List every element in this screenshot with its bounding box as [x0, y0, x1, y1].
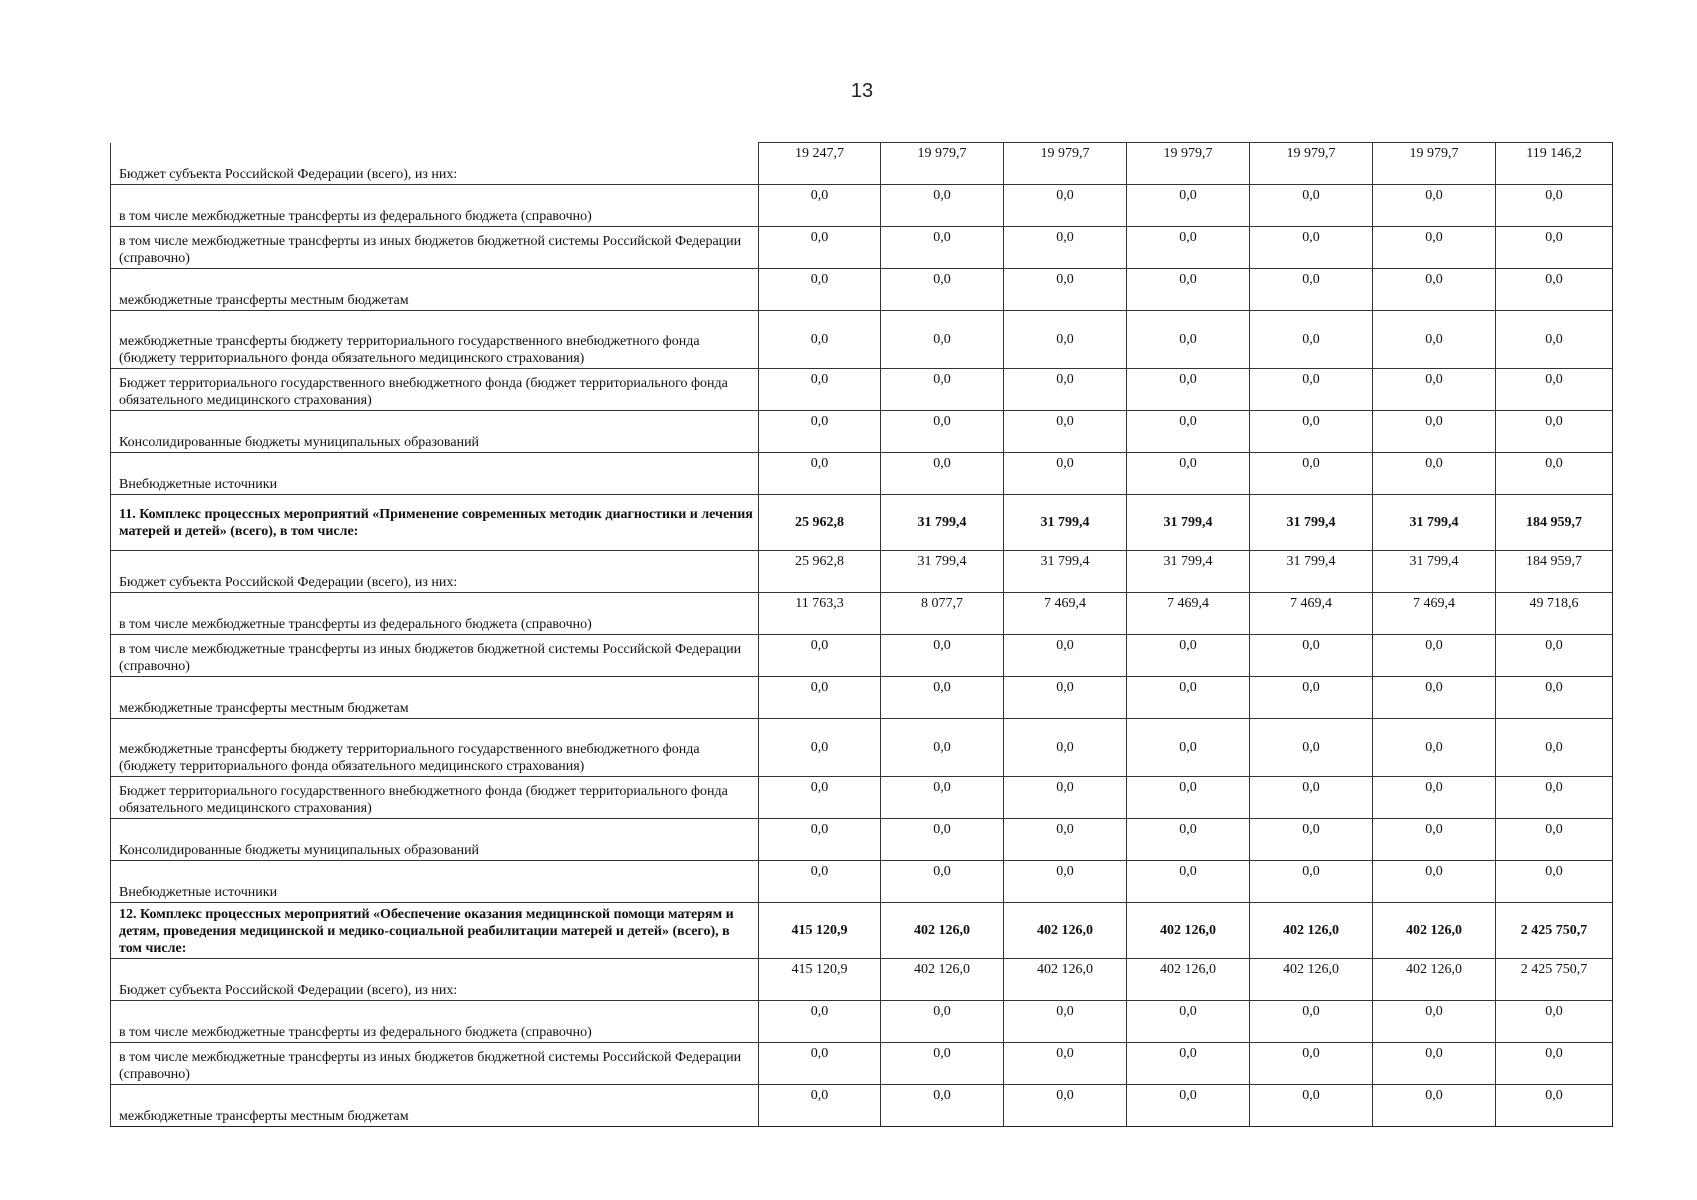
value-cell: 0,0 [1004, 227, 1127, 269]
table-row [111, 819, 1613, 861]
value-cell: 0,0 [1250, 269, 1373, 311]
value-cell: 0,0 [1004, 269, 1127, 311]
section-row [111, 903, 1613, 959]
value-cell: 0,0 [1250, 1043, 1373, 1085]
value-cell: 0,0 [1373, 185, 1496, 227]
value-cell: 0,0 [1250, 311, 1373, 369]
total-cell: 0,0 [1496, 269, 1613, 311]
total-cell: 0,0 [1496, 861, 1613, 903]
value-cell: 0,0 [881, 227, 1004, 269]
value-cell: 7 469,4 [1373, 593, 1496, 635]
value-cell: 0,0 [881, 1085, 1004, 1127]
row-label: межбюджетные трансферты бюджету территориального государственного внебюджетного фонда (бюджету территориального фонда обязательного медицинского страхования) [111, 719, 759, 777]
value-cell: 0,0 [759, 777, 881, 819]
value-cell: 0,0 [1373, 819, 1496, 861]
total-cell: 0,0 [1496, 677, 1613, 719]
value-cell: 25 962,8 [759, 495, 881, 551]
value-cell: 0,0 [1004, 819, 1127, 861]
total-cell: 49 718,6 [1496, 593, 1613, 635]
value-cell: 0,0 [1250, 411, 1373, 453]
total-cell: 0,0 [1496, 227, 1613, 269]
row-label: межбюджетные трансферты бюджету территориального государственного внебюджетного фонда (бюджету территориального фонда обязательного медицинского страхования) [111, 311, 759, 369]
value-cell: 415 120,9 [759, 903, 881, 959]
total-cell: 2 425 750,7 [1496, 959, 1613, 1001]
budget-table [110, 142, 1613, 1127]
value-cell: 0,0 [881, 719, 1004, 777]
total-cell: 0,0 [1496, 185, 1613, 227]
value-cell: 0,0 [1373, 677, 1496, 719]
row-label: межбюджетные трансферты местным бюджетам [111, 269, 759, 311]
value-cell: 0,0 [1004, 185, 1127, 227]
value-cell: 0,0 [1127, 719, 1250, 777]
value-cell: 31 799,4 [1004, 495, 1127, 551]
total-cell: 184 959,7 [1496, 495, 1613, 551]
value-cell: 0,0 [1250, 635, 1373, 677]
value-cell: 0,0 [759, 861, 881, 903]
value-cell: 0,0 [1127, 369, 1250, 411]
value-cell: 0,0 [1004, 369, 1127, 411]
row-label: Бюджет территориального государственного внебюджетного фонда (бюджет территориального фонда обязательного медицинского страхования) [111, 369, 759, 411]
section-row [111, 495, 1613, 551]
value-cell: 0,0 [759, 311, 881, 369]
table-row [111, 369, 1613, 411]
value-cell: 0,0 [1127, 635, 1250, 677]
value-cell: 0,0 [1127, 411, 1250, 453]
value-cell: 0,0 [1373, 777, 1496, 819]
value-cell: 0,0 [759, 453, 881, 495]
value-cell: 0,0 [1250, 861, 1373, 903]
value-cell: 402 126,0 [1004, 903, 1127, 959]
value-cell: 11 763,3 [759, 593, 881, 635]
value-cell: 7 469,4 [1127, 593, 1250, 635]
row-label: Бюджет субъекта Российской Федерации (всего), из них: [111, 551, 759, 593]
value-cell: 0,0 [881, 369, 1004, 411]
value-cell: 7 469,4 [1004, 593, 1127, 635]
value-cell: 0,0 [881, 777, 1004, 819]
page-number: 13 [850, 80, 874, 102]
value-cell: 0,0 [881, 269, 1004, 311]
value-cell: 0,0 [1250, 453, 1373, 495]
value-cell: 402 126,0 [1127, 959, 1250, 1001]
row-label: Бюджет субъекта Российской Федерации (всего), из них: [111, 143, 759, 185]
table-row [111, 227, 1613, 269]
table-row [111, 959, 1613, 1001]
value-cell: 0,0 [1127, 777, 1250, 819]
value-cell: 0,0 [1127, 311, 1250, 369]
value-cell: 0,0 [1373, 719, 1496, 777]
value-cell: 0,0 [881, 677, 1004, 719]
value-cell: 31 799,4 [1250, 495, 1373, 551]
table-row [111, 1085, 1613, 1127]
row-label: Внебюджетные источники [111, 453, 759, 495]
value-cell: 0,0 [881, 185, 1004, 227]
row-label: Внебюджетные источники [111, 861, 759, 903]
value-cell: 402 126,0 [1373, 903, 1496, 959]
row-label: межбюджетные трансферты местным бюджетам [111, 1085, 759, 1127]
section-label: 11. Комплекс процессных мероприятий «Применение современных методик диагностики и лечения матерей и детей» (всего), в том числе: [111, 495, 759, 551]
value-cell: 31 799,4 [1127, 551, 1250, 593]
row-label: в том числе межбюджетные трансферты из иных бюджетов бюджетной системы Российской Федерации (справочно) [111, 227, 759, 269]
value-cell: 0,0 [1004, 1085, 1127, 1127]
value-cell: 0,0 [759, 1043, 881, 1085]
value-cell: 31 799,4 [1250, 551, 1373, 593]
value-cell: 0,0 [1127, 185, 1250, 227]
value-cell: 0,0 [759, 719, 881, 777]
value-cell: 31 799,4 [1373, 495, 1496, 551]
table-row [111, 453, 1613, 495]
value-cell: 19 979,7 [1250, 143, 1373, 185]
value-cell: 0,0 [1004, 635, 1127, 677]
value-cell: 0,0 [1250, 369, 1373, 411]
value-cell: 415 120,9 [759, 959, 881, 1001]
table-row [111, 635, 1613, 677]
value-cell: 19 979,7 [1373, 143, 1496, 185]
value-cell: 0,0 [1250, 819, 1373, 861]
row-label: в том числе межбюджетные трансферты из федерального бюджета (справочно) [111, 593, 759, 635]
value-cell: 402 126,0 [1250, 959, 1373, 1001]
table-row [111, 143, 1613, 185]
value-cell: 7 469,4 [1250, 593, 1373, 635]
table-row [111, 593, 1613, 635]
row-label: в том числе межбюджетные трансферты из иных бюджетов бюджетной системы Российской Федерации (справочно) [111, 1043, 759, 1085]
table-row [111, 551, 1613, 593]
value-cell: 19 979,7 [881, 143, 1004, 185]
value-cell: 0,0 [1127, 1043, 1250, 1085]
value-cell: 8 077,7 [881, 593, 1004, 635]
table-row [111, 777, 1613, 819]
value-cell: 0,0 [1250, 1085, 1373, 1127]
value-cell: 0,0 [1373, 861, 1496, 903]
row-label: в том числе межбюджетные трансферты из федерального бюджета (справочно) [111, 185, 759, 227]
value-cell: 0,0 [759, 227, 881, 269]
value-cell: 0,0 [1250, 1001, 1373, 1043]
table-row [111, 311, 1613, 369]
table-row [111, 677, 1613, 719]
value-cell: 0,0 [1004, 453, 1127, 495]
value-cell: 0,0 [1373, 411, 1496, 453]
value-cell: 19 247,7 [759, 143, 881, 185]
value-cell: 0,0 [1127, 227, 1250, 269]
table-row [111, 861, 1613, 903]
value-cell: 0,0 [881, 411, 1004, 453]
value-cell: 0,0 [1127, 1085, 1250, 1127]
value-cell: 402 126,0 [1250, 903, 1373, 959]
table-row [111, 1001, 1613, 1043]
row-label: Бюджет субъекта Российской Федерации (всего), из них: [111, 959, 759, 1001]
value-cell: 25 962,8 [759, 551, 881, 593]
value-cell: 31 799,4 [881, 495, 1004, 551]
value-cell: 0,0 [881, 635, 1004, 677]
value-cell: 0,0 [759, 635, 881, 677]
value-cell: 0,0 [1004, 861, 1127, 903]
row-label: межбюджетные трансферты местным бюджетам [111, 677, 759, 719]
value-cell: 0,0 [1373, 1085, 1496, 1127]
value-cell: 0,0 [1127, 453, 1250, 495]
value-cell: 0,0 [1127, 861, 1250, 903]
value-cell: 0,0 [1250, 777, 1373, 819]
value-cell: 402 126,0 [1004, 959, 1127, 1001]
total-cell: 0,0 [1496, 311, 1613, 369]
value-cell: 0,0 [1373, 227, 1496, 269]
value-cell: 402 126,0 [1373, 959, 1496, 1001]
value-cell: 0,0 [1373, 369, 1496, 411]
value-cell: 0,0 [1373, 453, 1496, 495]
value-cell: 0,0 [881, 861, 1004, 903]
value-cell: 19 979,7 [1127, 143, 1250, 185]
table-row [111, 1043, 1613, 1085]
value-cell: 0,0 [1373, 635, 1496, 677]
value-cell: 0,0 [759, 185, 881, 227]
value-cell: 0,0 [881, 453, 1004, 495]
row-label: в том числе межбюджетные трансферты из иных бюджетов бюджетной системы Российской Федерации (справочно) [111, 635, 759, 677]
value-cell: 19 979,7 [1004, 143, 1127, 185]
value-cell: 0,0 [1127, 677, 1250, 719]
total-cell: 0,0 [1496, 411, 1613, 453]
value-cell: 0,0 [881, 819, 1004, 861]
value-cell: 0,0 [1004, 677, 1127, 719]
value-cell: 0,0 [1373, 269, 1496, 311]
value-cell: 31 799,4 [881, 551, 1004, 593]
value-cell: 0,0 [1127, 269, 1250, 311]
total-cell: 2 425 750,7 [1496, 903, 1613, 959]
table-row [111, 411, 1613, 453]
table-row [111, 269, 1613, 311]
row-label: в том числе межбюджетные трансферты из федерального бюджета (справочно) [111, 1001, 759, 1043]
value-cell: 402 126,0 [881, 959, 1004, 1001]
value-cell: 0,0 [1250, 227, 1373, 269]
value-cell: 0,0 [881, 1001, 1004, 1043]
value-cell: 0,0 [1373, 1001, 1496, 1043]
value-cell: 0,0 [1373, 311, 1496, 369]
value-cell: 0,0 [759, 369, 881, 411]
row-label: Бюджет территориального государственного внебюджетного фонда (бюджет территориального фонда обязательного медицинского страхования) [111, 777, 759, 819]
total-cell: 0,0 [1496, 1001, 1613, 1043]
total-cell: 0,0 [1496, 777, 1613, 819]
value-cell: 0,0 [1004, 719, 1127, 777]
total-cell: 0,0 [1496, 1085, 1613, 1127]
total-cell: 0,0 [1496, 819, 1613, 861]
value-cell: 31 799,4 [1373, 551, 1496, 593]
value-cell: 0,0 [1004, 411, 1127, 453]
value-cell: 0,0 [759, 819, 881, 861]
value-cell: 0,0 [1250, 719, 1373, 777]
value-cell: 402 126,0 [881, 903, 1004, 959]
value-cell: 0,0 [759, 269, 881, 311]
total-cell: 0,0 [1496, 453, 1613, 495]
value-cell: 0,0 [1004, 1043, 1127, 1085]
value-cell: 0,0 [759, 1001, 881, 1043]
value-cell: 31 799,4 [1004, 551, 1127, 593]
value-cell: 0,0 [1373, 1043, 1496, 1085]
value-cell: 0,0 [1127, 1001, 1250, 1043]
total-cell: 0,0 [1496, 1043, 1613, 1085]
total-cell: 0,0 [1496, 719, 1613, 777]
section-label: 12. Комплекс процессных мероприятий «Обеспечение оказания медицинской помощи матерям и детям, проведения медицинской и медико-социальной реабилитации матерей и детей» (всего), в том числе: [111, 903, 759, 959]
value-cell: 402 126,0 [1127, 903, 1250, 959]
total-cell: 0,0 [1496, 369, 1613, 411]
value-cell: 0,0 [759, 411, 881, 453]
total-cell: 184 959,7 [1496, 551, 1613, 593]
row-label: Консолидированные бюджеты муниципальных образований [111, 819, 759, 861]
value-cell: 0,0 [1004, 1001, 1127, 1043]
table-row [111, 185, 1613, 227]
value-cell: 0,0 [1250, 677, 1373, 719]
value-cell: 0,0 [881, 1043, 1004, 1085]
value-cell: 0,0 [1004, 777, 1127, 819]
row-label: Консолидированные бюджеты муниципальных образований [111, 411, 759, 453]
value-cell: 31 799,4 [1127, 495, 1250, 551]
table-row [111, 719, 1613, 777]
total-cell: 0,0 [1496, 635, 1613, 677]
value-cell: 0,0 [759, 677, 881, 719]
value-cell: 0,0 [881, 311, 1004, 369]
total-cell: 119 146,2 [1496, 143, 1613, 185]
value-cell: 0,0 [1004, 311, 1127, 369]
value-cell: 0,0 [1250, 185, 1373, 227]
value-cell: 0,0 [759, 1085, 881, 1127]
value-cell: 0,0 [1127, 819, 1250, 861]
